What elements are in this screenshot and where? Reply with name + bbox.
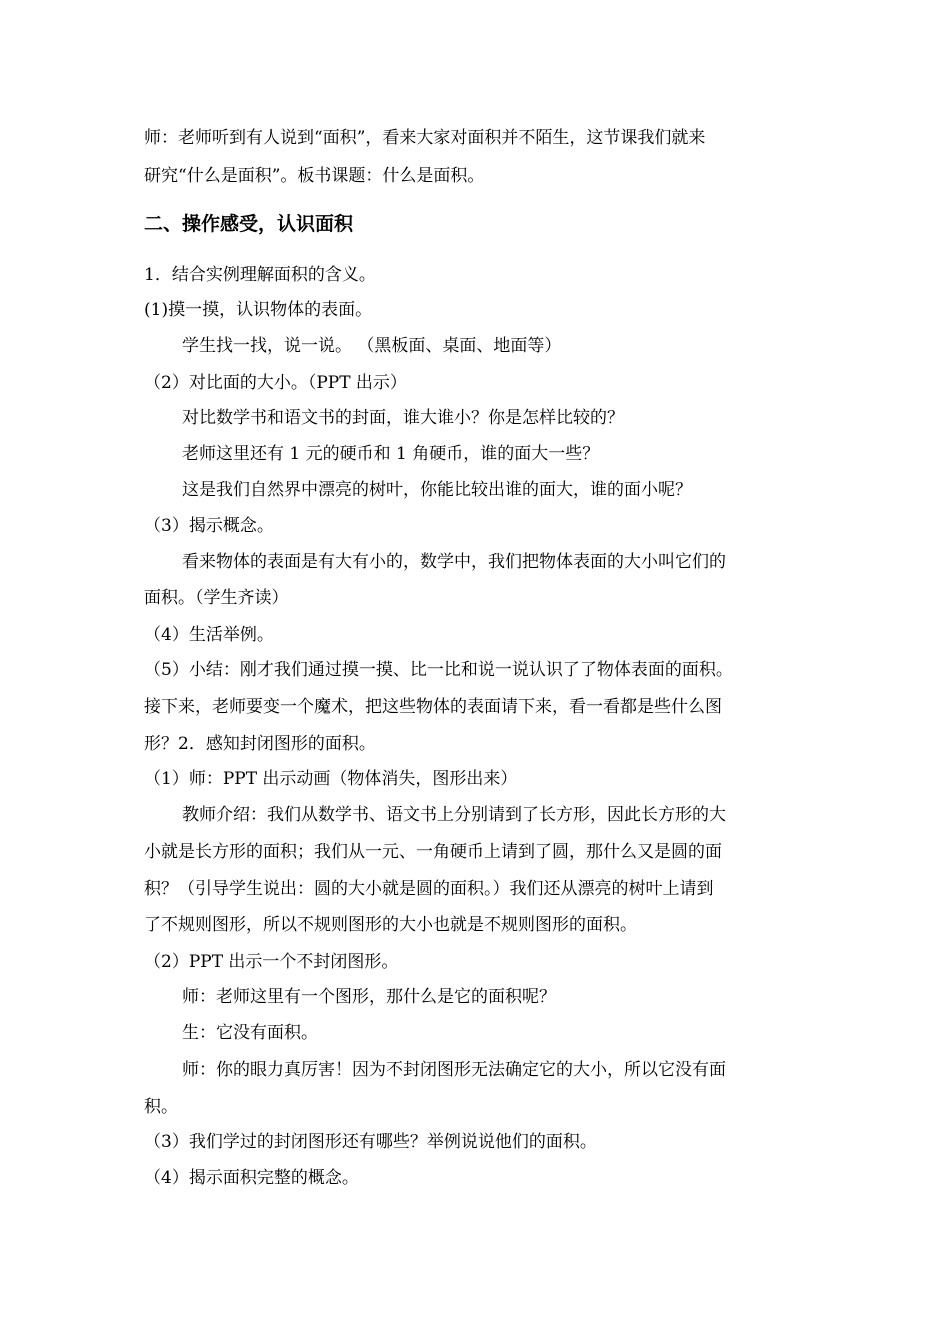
paragraph-line: （4）揭示面积完整的概念。 (144, 1168, 359, 1188)
section-heading: 二、操作感受，认识面积 (144, 213, 354, 235)
paragraph-line: 师：你的眼力真厉害！因为不封闭图形无法确定它的大小，所以它没有面 (182, 1060, 726, 1080)
paragraph-line: 面积。（学生齐读） (144, 588, 289, 608)
paragraph-line: （4）生活举例。 (144, 625, 274, 645)
paragraph-line: （5）小结：刚才我们通过摸一摸、比一比和说一说认识了了物体表面的面积。 (144, 660, 733, 680)
paragraph-line: （3）我们学过的封闭图形还有哪些？举例说说他们的面积。 (144, 1132, 597, 1152)
paragraph-line: （1）师：PPT 出示动画（物体消失，图形出来） (144, 769, 518, 789)
paragraph-line: 师：老师听到有人说到“面积”，看来大家对面积并不陌生，这节课我们就来 (144, 128, 706, 148)
paragraph-line: （2）对比面的大小。（PPT 出示） (144, 373, 407, 393)
paragraph-line: （3）揭示概念。 (144, 516, 274, 536)
paragraph-line: 小就是长方形的面积；我们从一元、一角硬币上请到了圆，那什么又是圆的面 (144, 842, 722, 862)
paragraph-line: 看来物体的表面是有大有小的，数学中，我们把物体表面的大小叫它们的 (182, 552, 726, 572)
paragraph-line: 这是我们自然界中漂亮的树叶，你能比较出谁的面大，谁的面小呢？ (182, 480, 692, 500)
paragraph-line: 师：老师这里有一个图形，那什么是它的面积呢？ (182, 987, 556, 1007)
paragraph-line: 了不规则图形，所以不规则图形的大小也就是不规则图形的面积。 (144, 915, 637, 935)
paragraph-line: 1．结合实例理解面积的含义。 (144, 265, 376, 285)
paragraph-line: (1)摸一摸，认识物体的表面。 (144, 300, 373, 320)
paragraph-line: 教师介绍：我们从数学书、语文书上分别请到了长方形，因此长方形的大 (182, 805, 726, 825)
paragraph-line: 生：它没有面积。 (182, 1023, 318, 1043)
paragraph-line: 研究“什么是面积”。板书课题：什么是面积。 (144, 166, 485, 186)
paragraph-line: （2）PPT 出示一个不封闭图形。 (144, 952, 399, 972)
paragraph-line: 接下来，老师要变一个魔术，把这些物体的表面请下来，看一看都是些什么图 (144, 697, 722, 717)
paragraph-line: 形？2．感知封闭图形的面积。 (144, 734, 376, 754)
paragraph-line: 老师这里还有 1 元的硬币和 1 角硬币，谁的面大一些？ (182, 444, 600, 464)
paragraph-line: 对比数学书和语文书的封面，谁大谁小？你是怎样比较的？ (182, 408, 624, 428)
paragraph-line: 积？（引导学生说出：圆的大小就是圆的面积。）我们还从漂亮的树叶上请到 (144, 879, 714, 899)
paragraph-line: 积。 (144, 1097, 178, 1117)
paragraph-line: 学生找一找，说一说。 （黑板面、桌面、地面等） (182, 336, 562, 356)
